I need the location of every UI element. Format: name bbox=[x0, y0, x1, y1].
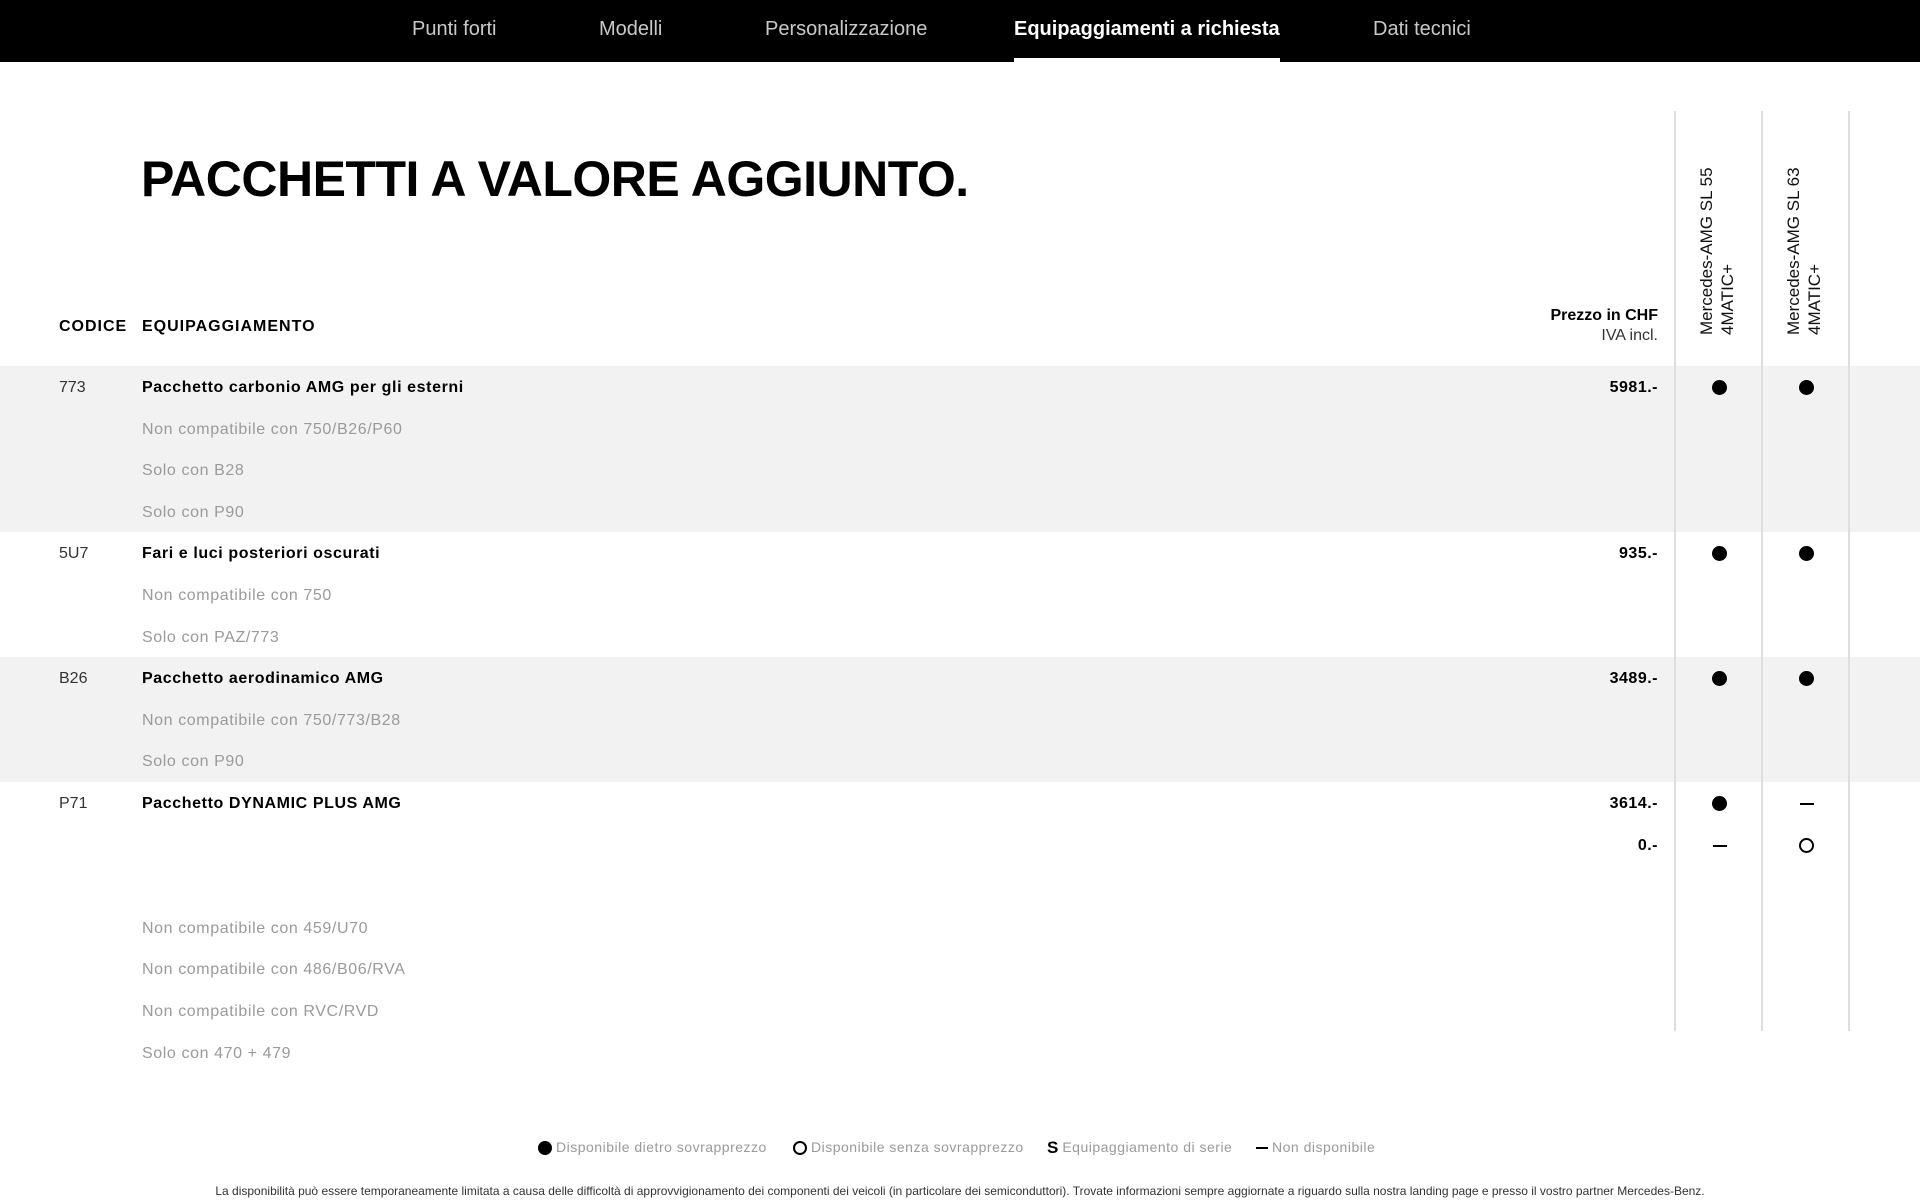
equipment-note: Non compatibile con RVC/RVD bbox=[142, 1003, 380, 1020]
dash-icon bbox=[1800, 803, 1814, 805]
model-header-sl55 bbox=[1696, 155, 1746, 335]
equipment-note: Solo con PAZ/773 bbox=[142, 629, 280, 646]
table-note-row bbox=[0, 908, 1920, 949]
model-name: Mercedes-AMG SL 55 bbox=[1697, 167, 1716, 335]
equipment-code: P71 bbox=[59, 795, 88, 812]
model-header-sl63 bbox=[1783, 155, 1833, 335]
equipment-name: Fari e luci posteriori oscurati bbox=[142, 545, 381, 562]
dash-icon bbox=[1256, 1147, 1268, 1149]
equipment-note: Non compatibile con 750/B26/P60 bbox=[142, 421, 403, 438]
table-note-row bbox=[0, 575, 1920, 616]
price-column-header bbox=[1550, 306, 1658, 346]
table-note-row bbox=[0, 1033, 1920, 1074]
legend-item-standard bbox=[1047, 1137, 1232, 1157]
equipment-name: Pacchetto aerodinamico AMG bbox=[142, 670, 384, 687]
code-column-header: CODICE bbox=[59, 318, 128, 335]
legend-label: Disponibile senza sovrapprezzo bbox=[811, 1139, 1024, 1155]
equipment-note: Solo con P90 bbox=[142, 504, 245, 521]
tab-modelli[interactable]: Modelli bbox=[599, 18, 663, 40]
availability-disclaimer: La disponibilità può essere temporaneamente limitata a causa delle difficoltà di approvvigionamento dei componenti dei veicoli (in particolare dei semiconduttori). Trovate informazioni sempre aggiornate a riguardo sulla nostra landing page e presso il vostro partner Mercedes-Benz. bbox=[215, 1184, 1705, 1198]
table-note-row bbox=[0, 409, 1920, 450]
legend bbox=[0, 1137, 1920, 1157]
equipment-price: 3489.- bbox=[1609, 670, 1658, 687]
table-note-row bbox=[0, 617, 1920, 658]
equipment-column-header: EQUIPAGGIAMENTO bbox=[142, 318, 316, 335]
table-row bbox=[0, 783, 1920, 824]
equipment-code: 5U7 bbox=[59, 545, 89, 562]
equipment-note: Non compatibile con 750 bbox=[142, 587, 332, 604]
equipment-price: 3614.- bbox=[1609, 795, 1658, 812]
legend-label: Equipaggiamento di serie bbox=[1062, 1139, 1233, 1155]
equipment-note: Solo con B28 bbox=[142, 462, 245, 479]
hollow-circle-icon bbox=[1799, 838, 1814, 853]
filled-dot-icon bbox=[1712, 380, 1727, 395]
price-header-label: Prezzo in CHF bbox=[1550, 307, 1658, 324]
filled-dot-icon bbox=[538, 1141, 552, 1155]
page-title: PACCHETTI A VALORE AGGIUNTO. bbox=[141, 151, 969, 207]
filled-dot-icon bbox=[1799, 671, 1814, 686]
table-note-row bbox=[0, 991, 1920, 1032]
filled-dot-icon bbox=[1712, 671, 1727, 686]
equipment-price: 0.- bbox=[1637, 837, 1658, 854]
equipment-price: 5981.- bbox=[1609, 379, 1658, 396]
model-name: Mercedes-AMG SL 63 bbox=[1784, 167, 1803, 335]
hollow-circle-icon bbox=[793, 1141, 807, 1155]
equipment-note: Non compatibile con 750/773/B28 bbox=[142, 712, 401, 729]
top-navigation bbox=[0, 0, 1920, 62]
tab-dati-tecnici[interactable]: Dati tecnici bbox=[1373, 18, 1471, 40]
price-header-vat: IVA incl. bbox=[1601, 327, 1658, 344]
model-variant: 4MATIC+ bbox=[1718, 263, 1737, 335]
equipment-code: B26 bbox=[59, 670, 88, 687]
equipment-note: Solo con 470 + 479 bbox=[142, 1045, 292, 1062]
tab-personalizzazione[interactable]: Personalizzazione bbox=[765, 18, 928, 40]
standard-s-icon: S bbox=[1047, 1137, 1059, 1157]
filled-dot-icon bbox=[1799, 546, 1814, 561]
tab-equipaggiamenti-a-richiesta[interactable]: Equipaggiamenti a richiesta bbox=[1014, 0, 1280, 62]
table-row bbox=[0, 533, 1920, 574]
table-row bbox=[0, 367, 1920, 408]
table-row-continuation bbox=[0, 866, 1920, 907]
table-note-row bbox=[0, 492, 1920, 533]
table-note-row bbox=[0, 700, 1920, 741]
legend-item-filled bbox=[538, 1137, 767, 1157]
equipment-note: Non compatibile con 486/B06/RVA bbox=[142, 961, 406, 978]
equipment-note: Non compatibile con 459/U70 bbox=[142, 920, 369, 937]
table-row-continuation bbox=[0, 825, 1920, 866]
legend-item-hollow bbox=[793, 1137, 1024, 1157]
tab-punti-forti[interactable]: Punti forti bbox=[412, 18, 497, 40]
legend-item-unavailable bbox=[1256, 1137, 1375, 1157]
legend-label: Disponibile dietro sovrapprezzo bbox=[556, 1139, 767, 1155]
table-row bbox=[0, 658, 1920, 699]
table-note-row bbox=[0, 949, 1920, 990]
table-note-row bbox=[0, 450, 1920, 491]
equipment-name: Pacchetto DYNAMIC PLUS AMG bbox=[142, 795, 402, 812]
legend-label: Non disponibile bbox=[1272, 1139, 1376, 1155]
equipment-price: 935.- bbox=[1619, 545, 1658, 562]
dash-icon bbox=[1713, 845, 1727, 847]
table-note-row bbox=[0, 741, 1920, 782]
filled-dot-icon bbox=[1712, 546, 1727, 561]
model-variant: 4MATIC+ bbox=[1805, 263, 1824, 335]
filled-dot-icon bbox=[1712, 796, 1727, 811]
equipment-name: Pacchetto carbonio AMG per gli esterni bbox=[142, 379, 464, 396]
equipment-code: 773 bbox=[59, 379, 86, 396]
equipment-note: Solo con P90 bbox=[142, 753, 245, 770]
filled-dot-icon bbox=[1799, 380, 1814, 395]
